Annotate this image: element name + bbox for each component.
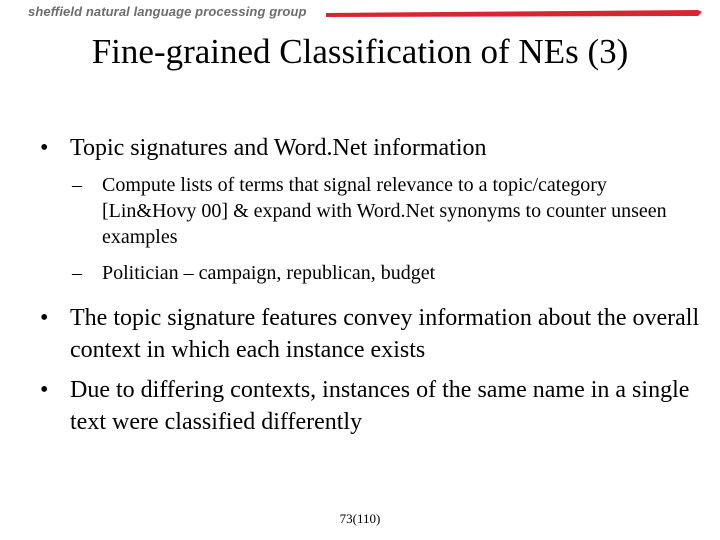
bullet-1 xyxy=(40,132,710,164)
sub-item xyxy=(72,172,672,250)
sub-text: Politician – campaign, republican, budget xyxy=(102,262,436,284)
bullet-marker: • xyxy=(40,305,49,331)
bullet-text: Due to differing contexts, instances of the same name in a single text were classified differently xyxy=(70,377,690,435)
bullet-marker: • xyxy=(40,135,49,161)
bullet-2 xyxy=(40,302,710,366)
sub-list xyxy=(72,172,672,286)
bullet-text: Topic signatures and Word.Net information xyxy=(70,135,487,161)
sub-item xyxy=(72,260,672,286)
bullet-marker: • xyxy=(40,377,49,403)
slide-title: Fine-grained Classification of NEs (3) xyxy=(91,32,629,71)
header-rule xyxy=(326,8,704,20)
page-number: 73(110) xyxy=(339,511,381,526)
sub-marker: – xyxy=(72,174,82,196)
sub-marker: – xyxy=(72,262,82,284)
bullet-text: The topic signature features convey information about the overall context in which each instance exists xyxy=(70,305,700,363)
header-brand: sheffield natural language processing group xyxy=(28,4,307,19)
bullet-3 xyxy=(40,374,710,438)
sub-text: Compute lists of terms that signal relevance to a topic/category [Lin&Hovy 00] & expand with Word.Net synonyms to counter unseen examples xyxy=(102,174,667,248)
